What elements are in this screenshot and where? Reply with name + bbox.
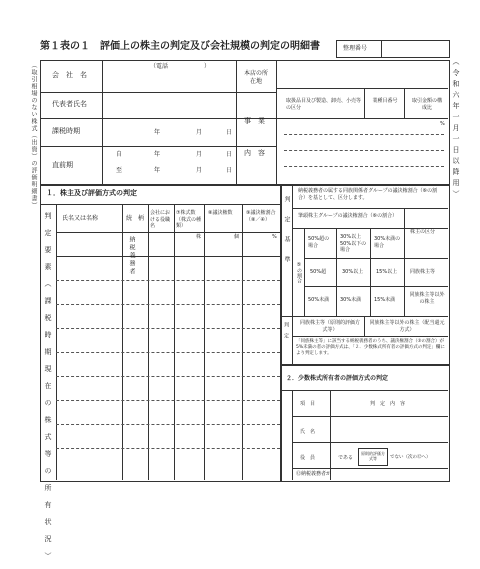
fiscal-from: 自	[116, 151, 123, 158]
row2-a: 50%未満	[308, 297, 330, 303]
officer-a-box	[358, 448, 388, 466]
self-label: 納税義務者	[128, 236, 135, 276]
left-margin-note: （取引相場のない株式（出資）の評価明細書）	[30, 62, 37, 209]
row1-b: 30%以上	[342, 269, 364, 275]
verdict-b: 同族株主等以外の株主（配当還元方式）	[369, 320, 445, 333]
judgment-q2: 筆頭株主グループの議決権割合（⑥の割合）	[298, 213, 398, 219]
verdict-a: 同族株主等（原則的評価方式等）	[299, 320, 360, 333]
tax-date-year: 年	[154, 129, 161, 136]
fiscal-label: 直前期	[52, 161, 73, 169]
row1-a: 50%超	[310, 269, 327, 275]
row2-b: 30%未満	[340, 297, 362, 303]
col-relation: 続 柄	[126, 215, 145, 222]
col-name: 氏名又は名称	[62, 215, 99, 222]
officer-label: 役 員	[300, 455, 316, 461]
fiscal-from-m: 月	[196, 151, 203, 158]
col-position: 会社における役職名	[150, 210, 171, 229]
items-label: 項 目	[300, 401, 316, 407]
rep-label: 代表者氏名	[52, 100, 87, 108]
unit-pct: %	[272, 234, 277, 240]
col-c: 30%未満の場合	[374, 236, 401, 249]
judgment-side-label: 判定基準	[283, 196, 290, 276]
tel-label: （電話 ）	[150, 63, 211, 70]
fiscal-from-y: 年	[154, 151, 161, 158]
company-name-label: 会 社 名	[52, 71, 87, 79]
verdict-label: 判定	[283, 322, 289, 344]
kubun-label: 株主の区分	[410, 229, 436, 235]
unit-votes: 個	[234, 234, 240, 240]
side-a: ⑤の割合	[296, 262, 302, 283]
business-col-2: 業種目番号	[372, 98, 398, 104]
officer-a: 原則的評価方式等	[361, 451, 385, 462]
page-title: 第１表の１ 評価上の株主の判定及び会社規模の判定の明細書	[40, 41, 320, 52]
row2-c: 15%未満	[374, 297, 396, 303]
percent-unit: %	[440, 121, 445, 127]
content-label: 内 容	[244, 149, 265, 157]
judgment-q1: 納税義務者の属する同族関係者グループの議決権割合（⑥の割合）を基として、区分します。	[298, 188, 438, 201]
section2-title: ２．少数株式所有者の評価方式の判定	[286, 375, 389, 382]
fiscal-to-y: 年	[154, 167, 161, 174]
fiscal-to-m: 月	[196, 167, 203, 174]
row1-c: 15%以上	[376, 269, 398, 275]
period-note: （令和六年一月一日以降用）	[452, 58, 460, 201]
col-a: 50%超の場合	[308, 236, 330, 249]
seiri-box	[336, 40, 450, 58]
hq-label: 本店の所在地	[243, 70, 268, 85]
officer-text: である	[338, 455, 354, 461]
business-col-3: 取引金額の構成比	[411, 98, 442, 111]
next-label: ⑫納税義務者が	[296, 471, 332, 477]
section1-title: １．株主及び評価方式の判定	[46, 189, 137, 197]
tax-date-label: 課税時期	[52, 127, 80, 135]
tax-date-day: 日	[226, 129, 233, 136]
fiscal-to-d: 日	[226, 167, 233, 174]
col-b: 30%以上50%以下の場合	[340, 234, 367, 253]
col-votes: ⑧議決権数	[208, 210, 233, 216]
section1-row-label: 判定要素（課税時期現在の株式等の所有状況）	[44, 212, 52, 569]
officer-b: でない（次の⑫へ）	[390, 455, 431, 460]
unit-shares: 株	[196, 234, 202, 240]
fiscal-from-d: 日	[226, 151, 233, 158]
col-vote-ratio: ⑨議決権割合（⑧／④）	[246, 210, 276, 223]
judgment-note: 「同族株主等」に該当する納税義務者のうち、議決権割合（⑤の割合）が5%未満の者の評価方式は、「２．少数株式所有者の評価方式の判定」欄により判定します。	[296, 339, 445, 357]
content-label-2: 判 定 内 容	[370, 401, 406, 407]
row2-d: 同族株主等以外の株主	[409, 292, 445, 305]
business-label: 事 業	[244, 117, 265, 125]
col-shares: ⑦株式数（株式の種類）	[176, 210, 202, 229]
seiri-label: 整理番号	[343, 45, 368, 52]
tax-date-month: 月	[196, 129, 203, 136]
business-col-1: 取扱品目及び製造、卸売、小売等の区分	[286, 98, 362, 111]
fiscal-to: 至	[116, 167, 123, 174]
name-label-2: 氏 名	[300, 429, 316, 435]
row1-d: 同族株主等	[410, 269, 436, 275]
